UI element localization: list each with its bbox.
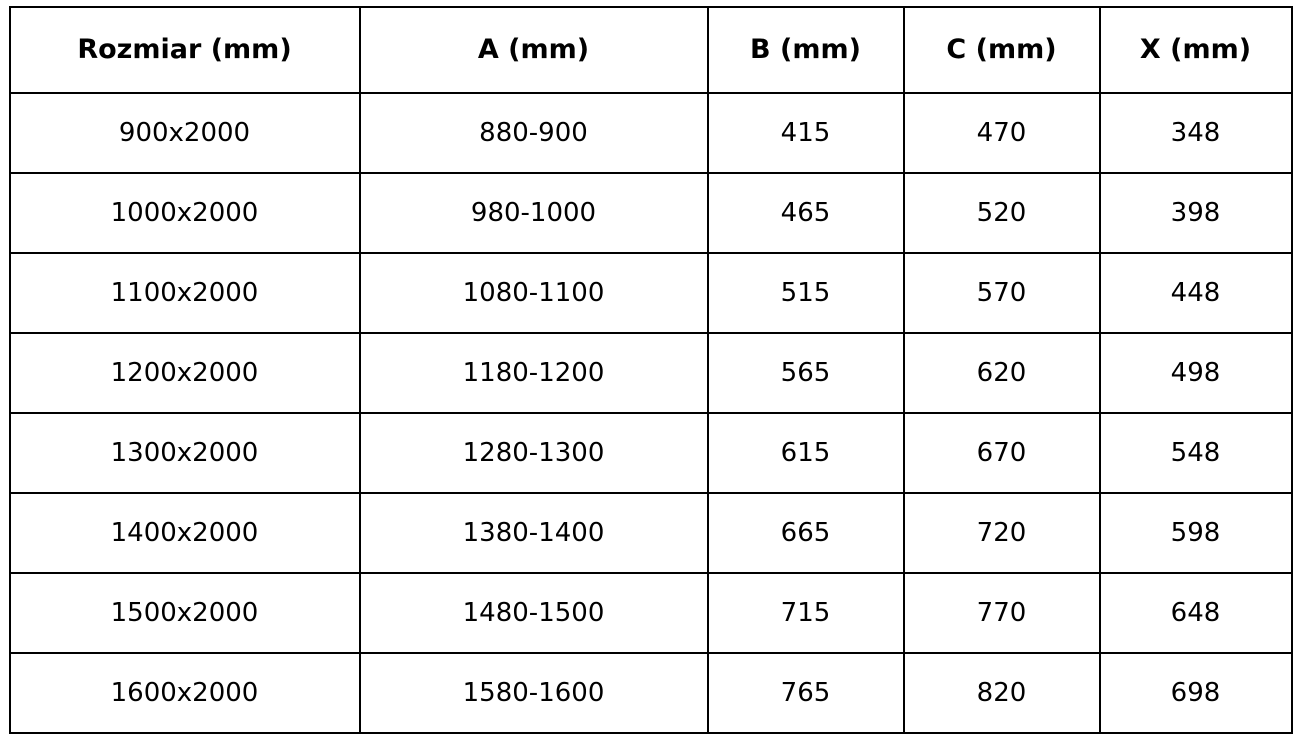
table-row (10, 173, 1292, 253)
cell-b: 415 (708, 93, 904, 173)
cell-a: 1280-1300 (360, 413, 708, 493)
cell-x: 448 (1100, 253, 1292, 333)
cell-c: 670 (904, 413, 1100, 493)
column-header-a: A (mm) (360, 7, 708, 93)
cell-c: 770 (904, 573, 1100, 653)
cell-b: 515 (708, 253, 904, 333)
cell-c: 520 (904, 173, 1100, 253)
cell-b: 715 (708, 573, 904, 653)
cell-x: 498 (1100, 333, 1292, 413)
table-row (10, 333, 1292, 413)
cell-a: 980-1000 (360, 173, 708, 253)
cell-size: 1200x2000 (10, 333, 360, 413)
cell-size: 1300x2000 (10, 413, 360, 493)
cell-a: 1480-1500 (360, 573, 708, 653)
cell-size: 900x2000 (10, 93, 360, 173)
cell-a: 1080-1100 (360, 253, 708, 333)
column-header-b: B (mm) (708, 7, 904, 93)
cell-a: 880-900 (360, 93, 708, 173)
cell-size: 1400x2000 (10, 493, 360, 573)
cell-b: 765 (708, 653, 904, 733)
table-row (10, 493, 1292, 573)
cell-x: 698 (1100, 653, 1292, 733)
cell-c: 620 (904, 333, 1100, 413)
cell-x: 648 (1100, 573, 1292, 653)
cell-size: 1500x2000 (10, 573, 360, 653)
table-row (10, 573, 1292, 653)
cell-c: 470 (904, 93, 1100, 173)
table-row (10, 253, 1292, 333)
cell-b: 615 (708, 413, 904, 493)
cell-a: 1380-1400 (360, 493, 708, 573)
cell-size: 1000x2000 (10, 173, 360, 253)
cell-b: 465 (708, 173, 904, 253)
cell-x: 348 (1100, 93, 1292, 173)
table-row (10, 653, 1292, 733)
cell-x: 398 (1100, 173, 1292, 253)
table-header (10, 7, 1292, 93)
column-header-x: X (mm) (1100, 7, 1292, 93)
cell-b: 665 (708, 493, 904, 573)
cell-a: 1180-1200 (360, 333, 708, 413)
table-row (10, 93, 1292, 173)
cell-x: 548 (1100, 413, 1292, 493)
cell-c: 820 (904, 653, 1100, 733)
cell-x: 598 (1100, 493, 1292, 573)
cell-a: 1580-1600 (360, 653, 708, 733)
column-header-size: Rozmiar (mm) (10, 7, 360, 93)
cell-c: 720 (904, 493, 1100, 573)
cell-b: 565 (708, 333, 904, 413)
table-body (10, 93, 1292, 733)
cell-size: 1100x2000 (10, 253, 360, 333)
dimensions-table (9, 6, 1293, 734)
column-header-c: C (mm) (904, 7, 1100, 93)
cell-size: 1600x2000 (10, 653, 360, 733)
cell-c: 570 (904, 253, 1100, 333)
table-row (10, 413, 1292, 493)
table-header-row (10, 7, 1292, 93)
